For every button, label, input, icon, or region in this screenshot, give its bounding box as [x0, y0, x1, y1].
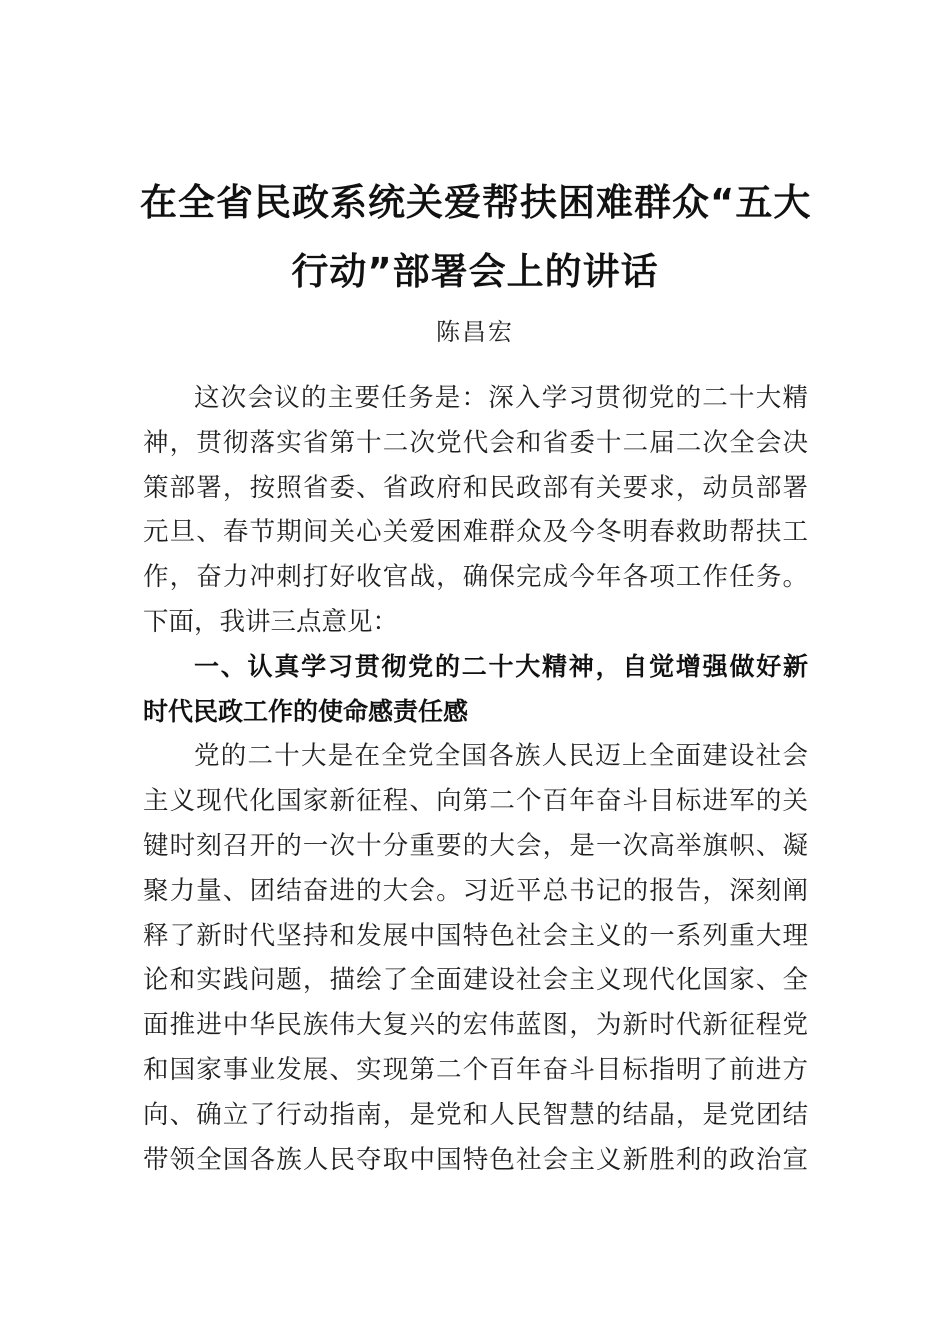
body-line: 聚力量、团结奋进的大会。习近平总书记的报告，深刻阐 — [143, 875, 808, 906]
body-line: 这次会议的主要任务是：深入学习贯彻党的二十大精 — [194, 383, 808, 413]
body-line: 向、确立了行动指南，是党和人民智慧的结晶，是党团结 — [143, 1099, 808, 1130]
body-line: 释了新时代坚持和发展中国特色社会主义的一系列重大理 — [143, 920, 808, 951]
document-title-line-2: 行动”部署会上的讲话 — [291, 250, 659, 293]
document-body — [143, 376, 808, 1182]
body-line: 和国家事业发展、实现第二个百年奋斗目标指明了前进方 — [143, 1054, 808, 1085]
body-line: 论和实践问题，描绘了全面建设社会主义现代化国家、全 — [143, 965, 808, 996]
body-line: 键时刻召开的一次十分重要的大会，是一次高举旗帜、凝 — [143, 830, 808, 861]
document-title-line-1: 在全省民政系统关爱帮扶困难群众“五大 — [140, 181, 812, 224]
author-name: 陈昌宏 — [436, 318, 514, 346]
section-heading-line: 时代民政工作的使命感责任感 — [143, 696, 469, 726]
body-line: 元旦、春节期间关心关爱困难群众及今冬明春救助帮扶工 — [143, 517, 808, 548]
body-line: 策部署，按照省委、省政府和民政部有关要求，动员部署 — [143, 472, 808, 503]
body-line: 主义现代化国家新征程、向第二个百年奋斗目标进军的关 — [143, 786, 808, 817]
section-heading-line: 一、认真学习贯彻党的二十大精神，自觉增强做好新 — [194, 651, 808, 681]
body-line: 带领全国各族人民夺取中国特色社会主义新胜利的政治宣 — [143, 1144, 808, 1175]
body-line: 面推进中华民族伟大复兴的宏伟蓝图，为新时代新征程党 — [143, 1010, 808, 1041]
body-line: 下面，我讲三点意见： — [143, 606, 399, 637]
body-line: 党的二十大是在全党全国各族人民迈上全面建设社会 — [194, 741, 808, 772]
body-line: 作，奋力冲刺打好收官战，确保完成今年各项工作任务。 — [143, 562, 808, 593]
body-line: 神，贯彻落实省第十二次党代会和省委十二届二次全会决 — [143, 427, 808, 458]
